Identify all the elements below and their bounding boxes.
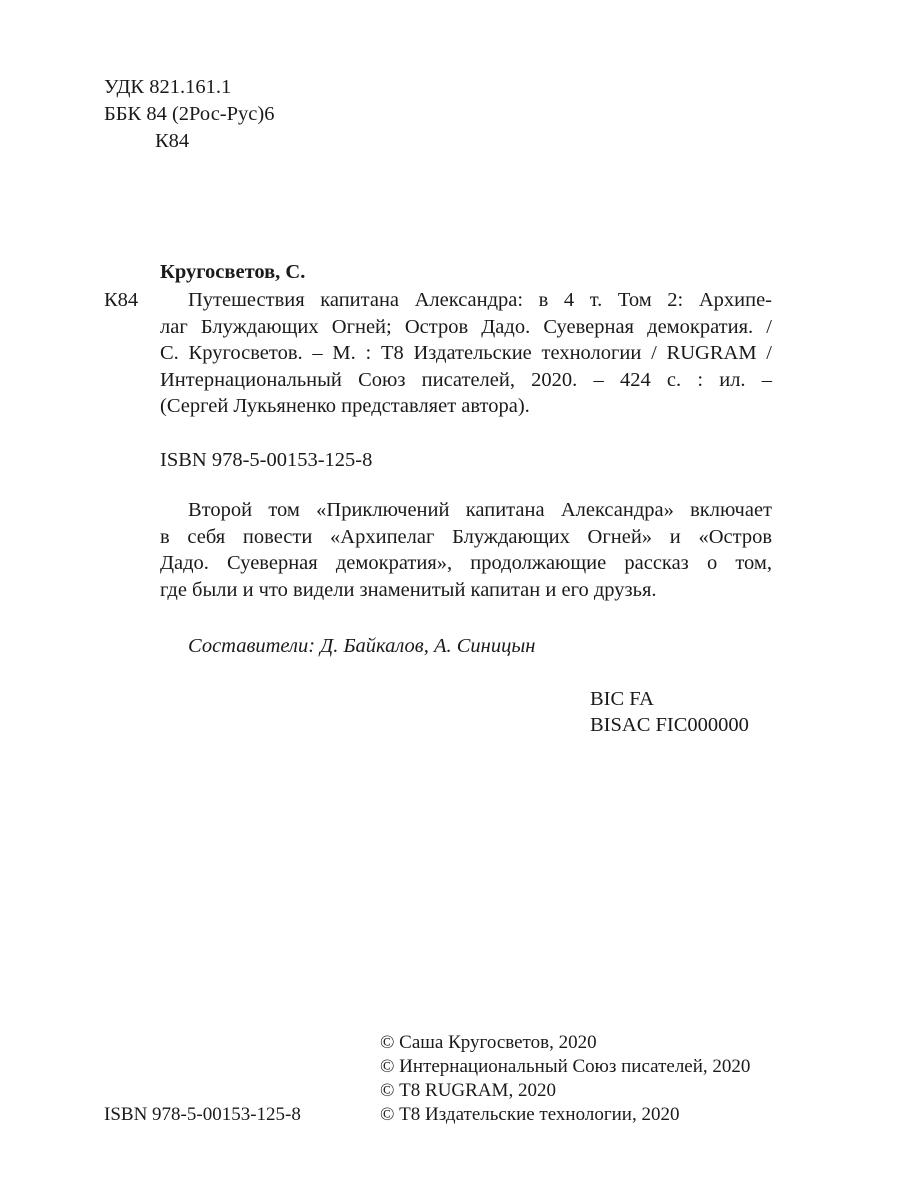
annotation-line: в себя повести «Архипелаг Блуждающих Огней» и «Остров	[160, 525, 772, 548]
description-line: лаг Блуждающих Огней; Остров Дадо. Суеверная демократия. /	[160, 315, 772, 338]
author-mark: К84	[155, 130, 190, 152]
udk-code: УДК 821.161.1	[104, 76, 232, 98]
bic-code: BIC FA	[590, 688, 654, 710]
copyright-line: © Т8 RUGRAM, 2020	[380, 1080, 556, 1101]
copyright-line: © Саша Кругосветов, 2020	[380, 1032, 597, 1053]
description-line: (Сергей Лукьяненко представляет автора).	[160, 395, 530, 417]
description-line: Интернациональный Союз писателей, 2020. – 424 с. : ил. –	[160, 368, 772, 391]
annotation	[160, 497, 772, 603]
annotation-line: Дадо. Суеверная демократия», продолжающие рассказ о том,	[160, 552, 772, 574]
compilers: Составители: Д. Байкалов, А. Синицын	[188, 635, 536, 657]
footer-isbn: ISBN 978-5-00153-125-8	[104, 1104, 301, 1125]
author-heading: Кругосветов, С.	[160, 261, 306, 283]
annotation-line: Второй том «Приключений капитана Александра» включает	[188, 499, 772, 521]
bbk-code: ББК 84 (2Рос-Рус)6	[104, 103, 275, 125]
description-line: Путешествия капитана Александра: в 4 т. Том 2: Архипе-	[188, 289, 772, 311]
copyright-line: © Т8 Издательские технологии, 2020	[380, 1104, 680, 1125]
bibliographic-description	[160, 287, 772, 420]
annotation-line: где были и что видели знаменитый капитан и его друзья.	[160, 578, 657, 601]
catalog-isbn: ISBN 978-5-00153-125-8	[160, 449, 373, 471]
copyright-line: © Интернациональный Союз писателей, 2020	[380, 1056, 751, 1077]
bisac-code: BISAC FIC000000	[590, 714, 749, 736]
description-line: С. Кругосветов. – М. : Т8 Издательские технологии / RUGRAM /	[160, 342, 772, 364]
catalog-mark: К84	[104, 289, 139, 311]
